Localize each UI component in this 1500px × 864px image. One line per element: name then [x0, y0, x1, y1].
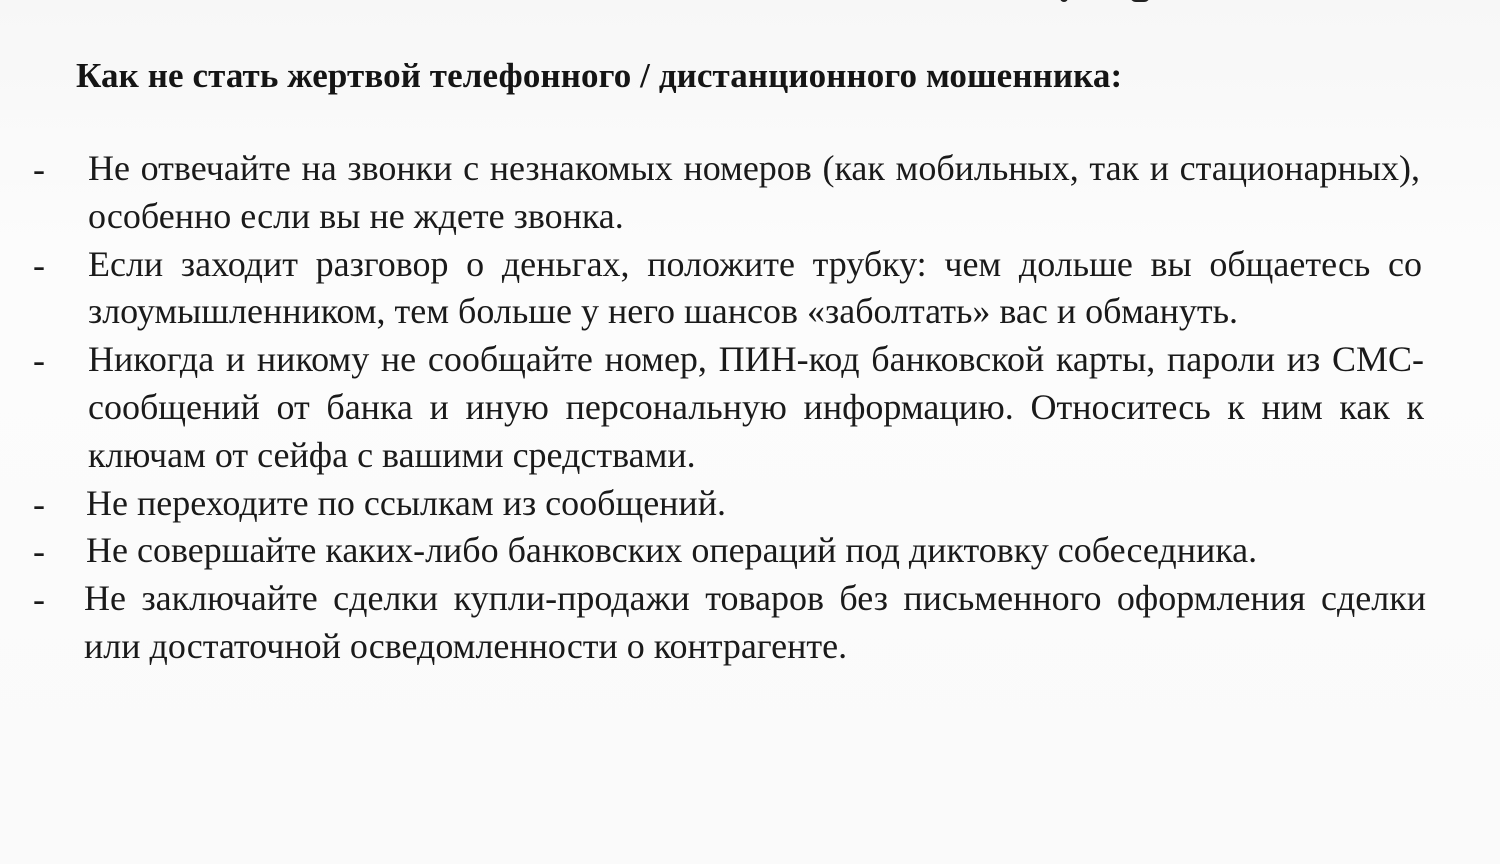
list-item — [0, 575, 1500, 671]
bullet-dash: - — [33, 149, 45, 189]
cropped-text-fragment — [1060, 0, 1068, 2]
list-item-text: Если заходит разговор о деньгах, положите трубку: чем дольше вы общаетесь со злоумышленником, тем больше у него шансов «заболтать» вас и обмануть. — [88, 243, 1422, 332]
bullet-dash: - — [33, 244, 45, 285]
bullet-dash: - — [33, 579, 45, 620]
cropped-text-fragment — [1130, 0, 1150, 2]
bullet-dash: - — [33, 531, 45, 572]
document-title: Как не стать жертвой телефонного / дистанционного мошенника: — [76, 56, 1123, 95]
list-item — [0, 480, 1500, 528]
list-item — [0, 527, 1500, 575]
list-item — [0, 145, 1500, 241]
list-item — [0, 336, 1500, 479]
list-item-text: Не переходите по ссылкам из сообщений. — [86, 482, 726, 523]
list-item-text: Не отвечайте на звонки с незнакомых номеров (как мобильных, так и стационарных), особенно если вы не ждете звонка. — [88, 148, 1420, 236]
list-item — [0, 241, 1500, 337]
list-item-text: Не заключайте сделки купли-продажи товаров без письменного оформления сделки или достаточной осведомленности о контрагенте. — [84, 578, 1426, 666]
bullet-dash: - — [33, 340, 45, 381]
list-item-text: Не совершайте каких-либо банковских операций под диктовку собеседника. — [86, 530, 1258, 571]
list-item-text: Никогда и никому не сообщайте номер, ПИН-код банковской карты, пароли из СМС-сообщений от банка и иную персональную информацию. Относитесь к ним как к ключам от сейфа с вашими средствами. — [88, 339, 1424, 475]
bullet-dash: - — [33, 483, 45, 524]
advice-list — [0, 145, 1500, 671]
